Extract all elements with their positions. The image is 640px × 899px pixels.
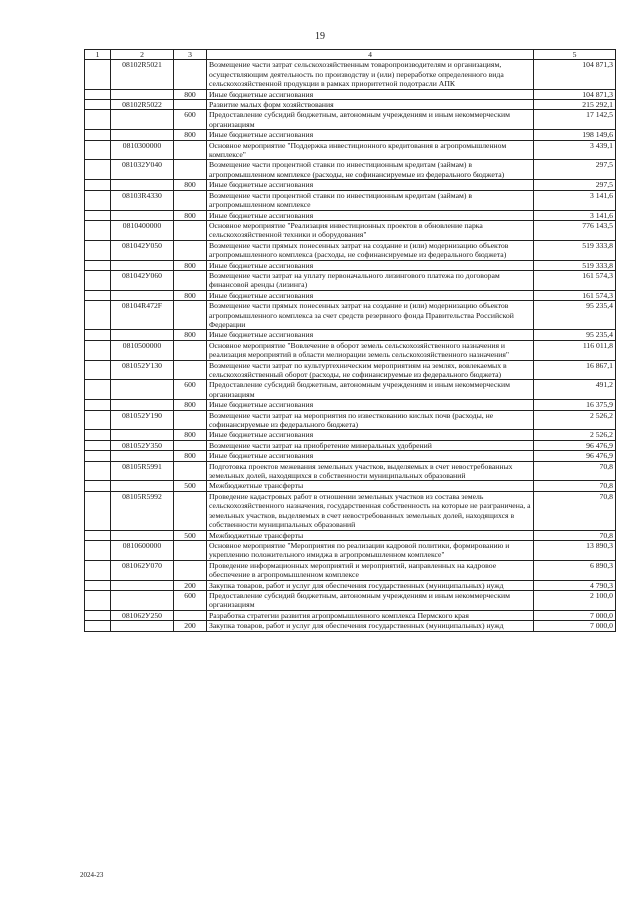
row-type-cell: 800 <box>174 210 207 220</box>
row-type-cell <box>174 100 207 110</box>
row-description-cell: Предоставление субсидий бюджетным, автономным учреждениям и иным некоммерческим организациям <box>207 110 534 130</box>
row-type-cell <box>174 220 207 240</box>
row-amount-cell: 104 871,3 <box>534 60 616 89</box>
row-code-cell: 0810300000 <box>111 140 174 160</box>
row-code-cell <box>111 260 174 270</box>
row-type-cell <box>174 190 207 210</box>
row-code-cell <box>111 451 174 461</box>
row-number-cell <box>85 270 111 290</box>
row-number-cell <box>85 340 111 360</box>
row-amount-cell: 491,2 <box>534 380 616 400</box>
table-row <box>85 430 616 440</box>
row-type-cell: 800 <box>174 290 207 300</box>
row-code-cell <box>111 621 174 631</box>
row-description-cell: Проведение кадастровых работ в отношении земельных участков из состава земель сельскохозяйственного назначения, государственная собственность на которые не разграничена, а земельных участков, выделяемых в счет невостребованных земельных долей, находящихся в собственности муниципальных образований <box>207 491 534 530</box>
header-col-2: 2 <box>111 50 174 60</box>
row-description-cell: Подготовка проектов межевания земельных участков, выделяемых в счет невостребованных земельных долей, находящихся в собственности муниципальных образований <box>207 461 534 481</box>
row-type-cell: 600 <box>174 110 207 130</box>
row-type-cell: 800 <box>174 330 207 340</box>
table-row <box>85 540 616 560</box>
table-row <box>85 400 616 410</box>
table-row <box>85 190 616 210</box>
row-amount-cell: 70,8 <box>534 530 616 540</box>
row-description-cell: Иные бюджетные ассигнования <box>207 210 534 220</box>
row-description-cell: Иные бюджетные ассигнования <box>207 451 534 461</box>
table-row <box>85 560 616 580</box>
table-row <box>85 360 616 380</box>
table-row <box>85 260 616 270</box>
table-row <box>85 481 616 491</box>
row-type-cell <box>174 410 207 430</box>
row-number-cell <box>85 560 111 580</box>
row-code-cell <box>111 400 174 410</box>
table-row <box>85 330 616 340</box>
row-description-cell: Возмещение части затрат по культуртехническим мероприятиям на землях, вовлекаемых в сельскохозяйственный оборот (расходы, не софинансируемые из федерального бюджета) <box>207 360 534 380</box>
row-description-cell: Развитие малых форм хозяйствования <box>207 100 534 110</box>
row-code-cell: 081052У190 <box>111 410 174 430</box>
row-code-cell: 08102R5021 <box>111 60 174 89</box>
table-row <box>85 89 616 99</box>
row-number-cell <box>85 410 111 430</box>
row-description-cell: Межбюджетные трансферты <box>207 481 534 491</box>
row-type-cell <box>174 610 207 620</box>
row-amount-cell: 70,8 <box>534 461 616 481</box>
row-type-cell: 800 <box>174 400 207 410</box>
row-code-cell <box>111 580 174 590</box>
row-type-cell <box>174 340 207 360</box>
row-number-cell <box>85 330 111 340</box>
row-description-cell: Иные бюджетные ассигнования <box>207 430 534 440</box>
row-code-cell <box>111 530 174 540</box>
row-amount-cell: 297,5 <box>534 180 616 190</box>
row-amount-cell: 2 526,2 <box>534 410 616 430</box>
page-number: 19 <box>315 31 325 42</box>
row-code-cell: 081052У350 <box>111 440 174 450</box>
header-col-3: 3 <box>174 50 207 60</box>
table-row <box>85 301 616 330</box>
row-description-cell: Иные бюджетные ассигнования <box>207 290 534 300</box>
row-description-cell: Основное мероприятие "Мероприятия по реализации кадровой политики, формированию и укреплению положительного имиджа в агропромышленном комплексе" <box>207 540 534 560</box>
row-number-cell <box>85 180 111 190</box>
row-number-cell <box>85 491 111 530</box>
table-row <box>85 610 616 620</box>
row-code-cell: 08103R4330 <box>111 190 174 210</box>
row-description-cell: Проведение информационных мероприятий и мероприятий, направленных на кадровое обеспечение в агропромышленном комплексе <box>207 560 534 580</box>
row-number-cell <box>85 461 111 481</box>
row-code-cell: 08105R5991 <box>111 461 174 481</box>
row-type-cell <box>174 360 207 380</box>
row-amount-cell: 3 141,6 <box>534 210 616 220</box>
row-description-cell: Иные бюджетные ассигнования <box>207 89 534 99</box>
row-code-cell: 08105R5992 <box>111 491 174 530</box>
row-code-cell: 081062У250 <box>111 610 174 620</box>
row-code-cell: 08104R472F <box>111 301 174 330</box>
row-type-cell <box>174 461 207 481</box>
row-number-cell <box>85 210 111 220</box>
table-header <box>85 50 616 60</box>
table-row <box>85 621 616 631</box>
row-number-cell <box>85 440 111 450</box>
table-row <box>85 220 616 240</box>
row-amount-cell: 7 000,0 <box>534 621 616 631</box>
row-type-cell: 800 <box>174 430 207 440</box>
row-number-cell <box>85 100 111 110</box>
row-number-cell <box>85 130 111 140</box>
row-amount-cell: 297,5 <box>534 160 616 180</box>
row-amount-cell: 13 890,3 <box>534 540 616 560</box>
row-type-cell: 800 <box>174 260 207 270</box>
row-code-cell <box>111 210 174 220</box>
row-description-cell: Закупка товаров, работ и услуг для обеспечения государственных (муниципальных) нужд <box>207 580 534 590</box>
row-description-cell: Возмещение части затрат на мероприятия по известкованию кислых почв (расходы, не софинансируемые из федерального бюджета) <box>207 410 534 430</box>
row-code-cell <box>111 330 174 340</box>
row-code-cell: 081042У060 <box>111 270 174 290</box>
row-description-cell: Основное мероприятие "Поддержка инвестиционного кредитования в агропромышленном комплексе" <box>207 140 534 160</box>
row-amount-cell: 6 890,3 <box>534 560 616 580</box>
row-amount-cell: 2 526,2 <box>534 430 616 440</box>
row-code-cell: 081052У130 <box>111 360 174 380</box>
row-code-cell: 08102R5022 <box>111 100 174 110</box>
table-row <box>85 340 616 360</box>
row-number-cell <box>85 220 111 240</box>
table-row <box>85 491 616 530</box>
table-row <box>85 100 616 110</box>
table-row <box>85 461 616 481</box>
row-description-cell: Возмещение части затрат на уплату первоначального лизингового платежа по договорам финансовой аренды (лизинга) <box>207 270 534 290</box>
row-number-cell <box>85 290 111 300</box>
row-number-cell <box>85 160 111 180</box>
row-number-cell <box>85 60 111 89</box>
table-body <box>85 60 616 631</box>
row-type-cell <box>174 60 207 89</box>
table-row <box>85 530 616 540</box>
row-code-cell: 081042У050 <box>111 240 174 260</box>
row-type-cell <box>174 301 207 330</box>
table-row <box>85 580 616 590</box>
row-number-cell <box>85 190 111 210</box>
row-code-cell <box>111 130 174 140</box>
row-number-cell <box>85 260 111 270</box>
row-code-cell <box>111 430 174 440</box>
row-type-cell: 200 <box>174 580 207 590</box>
row-amount-cell: 161 574,3 <box>534 290 616 300</box>
row-type-cell <box>174 160 207 180</box>
row-type-cell: 600 <box>174 380 207 400</box>
row-amount-cell: 3 439,1 <box>534 140 616 160</box>
row-code-cell <box>111 89 174 99</box>
table-row <box>85 290 616 300</box>
row-description-cell: Предоставление субсидий бюджетным, автономным учреждениям и иным некоммерческим организациям <box>207 380 534 400</box>
header-col-5: 5 <box>534 50 616 60</box>
table-row <box>85 110 616 130</box>
row-number-cell <box>85 110 111 130</box>
row-amount-cell: 96 476,9 <box>534 451 616 461</box>
row-number-cell <box>85 301 111 330</box>
row-type-cell: 800 <box>174 180 207 190</box>
row-description-cell: Возмещение части прямых понесенных затрат на создание и (или) модернизацию объектов агропромышленного комплекса (расходы, не софинансируемые из федерального бюджета) <box>207 240 534 260</box>
row-amount-cell: 70,8 <box>534 481 616 491</box>
row-type-cell <box>174 560 207 580</box>
header-col-1: 1 <box>85 50 111 60</box>
row-code-cell: 0810600000 <box>111 540 174 560</box>
row-description-cell: Межбюджетные трансферты <box>207 530 534 540</box>
row-type-cell <box>174 240 207 260</box>
row-amount-cell: 95 235,4 <box>534 301 616 330</box>
row-amount-cell: 2 100,0 <box>534 590 616 610</box>
table-row <box>85 240 616 260</box>
row-amount-cell: 70,8 <box>534 491 616 530</box>
row-code-cell <box>111 481 174 491</box>
row-type-cell <box>174 270 207 290</box>
row-amount-cell: 519 333,8 <box>534 260 616 270</box>
row-description-cell: Предоставление субсидий бюджетным, автономным учреждениям и иным некоммерческим организациям <box>207 590 534 610</box>
row-code-cell <box>111 290 174 300</box>
row-number-cell <box>85 540 111 560</box>
row-code-cell: 081032У040 <box>111 160 174 180</box>
table-row <box>85 60 616 89</box>
row-amount-cell: 104 871,3 <box>534 89 616 99</box>
table-row <box>85 410 616 430</box>
table-row <box>85 440 616 450</box>
table-row <box>85 270 616 290</box>
row-description-cell: Иные бюджетные ассигнования <box>207 260 534 270</box>
row-code-cell <box>111 180 174 190</box>
row-number-cell <box>85 140 111 160</box>
table-row <box>85 160 616 180</box>
row-amount-cell: 7 000,0 <box>534 610 616 620</box>
row-type-cell <box>174 491 207 530</box>
row-amount-cell: 96 476,9 <box>534 440 616 450</box>
row-number-cell <box>85 380 111 400</box>
row-number-cell <box>85 400 111 410</box>
row-description-cell: Основное мероприятие "Вовлечение в оборот земель сельскохозяйственного назначения и реализация мероприятий в области мелиорации земель сельскохозяйственного назначения" <box>207 340 534 360</box>
row-amount-cell: 16 375,9 <box>534 400 616 410</box>
row-code-cell: 0810500000 <box>111 340 174 360</box>
table-row <box>85 590 616 610</box>
row-type-cell <box>174 140 207 160</box>
header-row <box>85 50 616 60</box>
row-amount-cell: 198 149,6 <box>534 130 616 140</box>
row-description-cell: Разработка стратегии развития агропромышленного комплекса Пермского края <box>207 610 534 620</box>
row-number-cell <box>85 89 111 99</box>
row-number-cell <box>85 481 111 491</box>
row-amount-cell: 3 141,6 <box>534 190 616 210</box>
row-description-cell: Возмещение части процентной ставки по инвестиционным кредитам (займам) в агропромышленном комплексе <box>207 190 534 210</box>
row-description-cell: Возмещение части процентной ставки по инвестиционным кредитам (займам) в агропромышленном комплексе (расходы, не софинансируемые из федерального бюджета) <box>207 160 534 180</box>
row-type-cell: 800 <box>174 130 207 140</box>
row-number-cell <box>85 621 111 631</box>
row-code-cell <box>111 110 174 130</box>
row-amount-cell: 17 142,5 <box>534 110 616 130</box>
table-row <box>85 380 616 400</box>
row-type-cell <box>174 540 207 560</box>
row-type-cell: 600 <box>174 590 207 610</box>
row-number-cell <box>85 430 111 440</box>
table-row <box>85 180 616 190</box>
row-code-cell: 0810400000 <box>111 220 174 240</box>
row-code-cell <box>111 590 174 610</box>
row-description-cell: Иные бюджетные ассигнования <box>207 400 534 410</box>
row-description-cell: Возмещение части прямых понесенных затрат на создание и (или) модернизацию объектов агропромышленного комплекса за счет средств резервного фонда Правительства Российской Федерации <box>207 301 534 330</box>
row-type-cell: 500 <box>174 481 207 491</box>
row-description-cell: Возмещение части затрат сельскохозяйственным товаропроизводителям и организациям, осуществляющим деятельность по производству и (или) переработке определенного вида сельскохозяйственной продукции в рамках приоритетной подотрасли АПК <box>207 60 534 89</box>
budget-table <box>84 49 616 632</box>
row-amount-cell: 116 011,8 <box>534 340 616 360</box>
row-type-cell <box>174 440 207 450</box>
row-type-cell: 800 <box>174 451 207 461</box>
row-description-cell: Возмещение части затрат на приобретение минеральных удобрений <box>207 440 534 450</box>
row-amount-cell: 16 867,1 <box>534 360 616 380</box>
row-description-cell: Иные бюджетные ассигнования <box>207 180 534 190</box>
row-amount-cell: 215 292,1 <box>534 100 616 110</box>
footer-code: 2024-23 <box>80 871 104 879</box>
row-description-cell: Иные бюджетные ассигнования <box>207 130 534 140</box>
row-number-cell <box>85 610 111 620</box>
row-type-cell: 800 <box>174 89 207 99</box>
row-code-cell <box>111 380 174 400</box>
row-amount-cell: 4 790,3 <box>534 580 616 590</box>
header-col-4: 4 <box>207 50 534 60</box>
row-amount-cell: 519 333,8 <box>534 240 616 260</box>
row-description-cell: Основное мероприятие "Реализация инвестиционных проектов в обновление парка сельскохозяйственной техники и оборудования" <box>207 220 534 240</box>
row-number-cell <box>85 530 111 540</box>
row-number-cell <box>85 240 111 260</box>
row-number-cell <box>85 360 111 380</box>
table-row <box>85 451 616 461</box>
row-type-cell: 200 <box>174 621 207 631</box>
row-code-cell: 081062У070 <box>111 560 174 580</box>
row-amount-cell: 95 235,4 <box>534 330 616 340</box>
table-row <box>85 130 616 140</box>
table-row <box>85 140 616 160</box>
row-amount-cell: 776 143,5 <box>534 220 616 240</box>
row-description-cell: Закупка товаров, работ и услуг для обеспечения государственных (муниципальных) нужд <box>207 621 534 631</box>
table-row <box>85 210 616 220</box>
row-number-cell <box>85 580 111 590</box>
row-number-cell <box>85 590 111 610</box>
row-amount-cell: 161 574,3 <box>534 270 616 290</box>
row-number-cell <box>85 451 111 461</box>
row-type-cell: 500 <box>174 530 207 540</box>
row-description-cell: Иные бюджетные ассигнования <box>207 330 534 340</box>
